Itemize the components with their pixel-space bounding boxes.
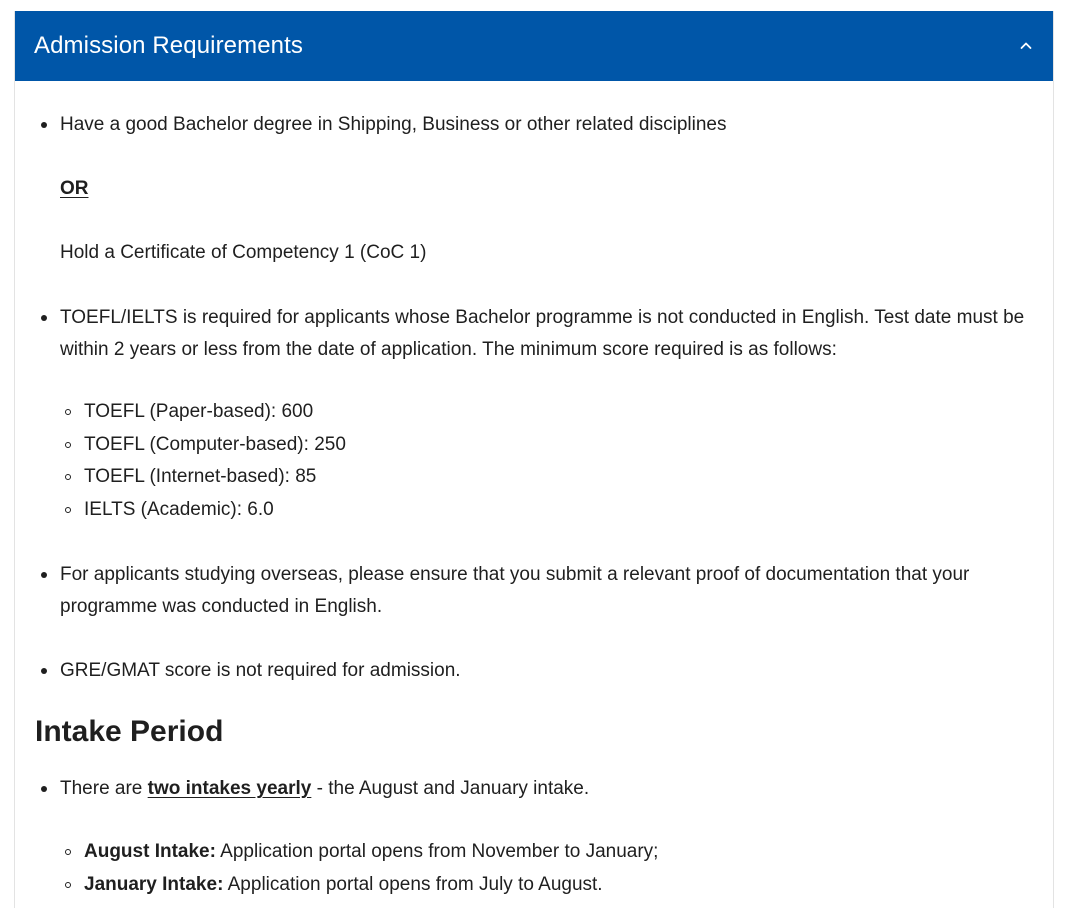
list-item xyxy=(35,302,1033,526)
or-separator: OR xyxy=(60,178,89,199)
intake-period-heading: Intake Period xyxy=(35,715,224,748)
list-item xyxy=(35,559,1033,623)
intake-sub-list xyxy=(60,836,1033,901)
intake-summary-prefix: There are xyxy=(60,778,148,799)
admission-requirements-accordion xyxy=(14,11,1054,908)
list-item xyxy=(35,773,1033,901)
score-item: IELTS (Academic): 6.0 xyxy=(60,494,1033,527)
score-item: TOEFL (Paper-based): 600 xyxy=(60,396,1033,429)
intake-label: January Intake: xyxy=(84,873,224,895)
requirement-coc: Hold a Certificate of Competency 1 (CoC 1) xyxy=(60,242,427,263)
two-intakes-link[interactable]: two intakes yearly xyxy=(147,778,312,799)
requirement-degree: Have a good Bachelor degree in Shipping, Business or other related disciplines xyxy=(60,114,727,135)
list-item xyxy=(35,655,1033,687)
score-list xyxy=(60,396,1033,526)
list-item xyxy=(35,109,1033,269)
accordion-title: Admission Requirements xyxy=(34,32,303,59)
intake-item-january xyxy=(60,869,1033,902)
requirement-gre-gmat: GRE/GMAT score is not required for admission. xyxy=(60,660,461,681)
requirement-overseas: For applicants studying overseas, please ensure that you submit a relevant proof of documentation that your programme was conducted in English. xyxy=(60,564,970,617)
intake-label: August Intake: xyxy=(84,841,216,862)
requirements-list xyxy=(35,109,1033,687)
chevron-up-icon[interactable] xyxy=(1019,39,1033,53)
score-item: TOEFL (Internet-based): 85 xyxy=(60,461,1033,494)
intake-text: Application portal opens from November to January; xyxy=(215,841,659,862)
intake-text: Application portal opens from July to August. xyxy=(223,873,603,895)
intake-summary-suffix: - the August and January intake. xyxy=(311,778,590,799)
requirement-toefl-ielts: TOEFL/IELTS is required for applicants whose Bachelor programme is not conducted in English. Test date must be within 2 years or less from the date of application. The minimum score required is as follows: xyxy=(60,307,1025,360)
score-item: TOEFL (Computer-based): 250 xyxy=(60,429,1033,462)
accordion-body xyxy=(15,109,1053,901)
accordion-header[interactable] xyxy=(15,11,1053,81)
intake-list xyxy=(35,773,1033,901)
intake-item-august xyxy=(60,836,1033,869)
